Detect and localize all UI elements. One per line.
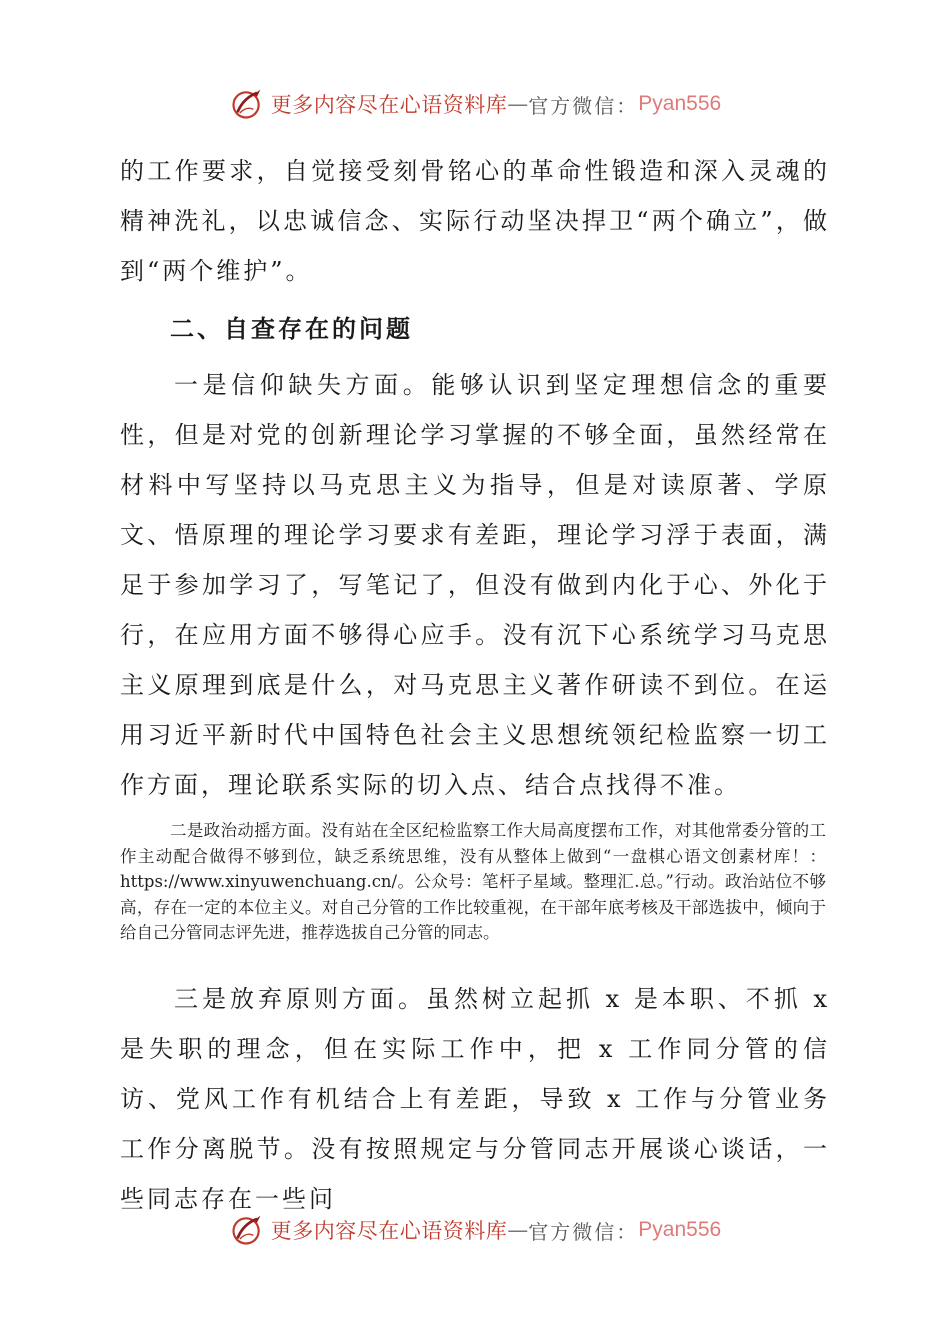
header-banner [0,82,950,126]
banner-brand-text: 更多内容尽在心语资料库 [270,93,508,117]
paragraph-principle: 三是放弃原则方面。虽然树立起抓 x 是本职、不抓 x 是失职的理念，但在实际工作中，把 x 工作同分管的信访、党风工作有机结合上有差距，导致 x 工作与分管业务工作分离脱节。没有按照规定与分管同志开展谈心谈话，一些同志存在一些问 [120,985,830,1213]
banner-official-label: 官方微信： [528,93,639,118]
banner-wechat-id: Pyan556 [638,92,722,115]
banner-dash: — [507,92,529,116]
footer-banner [0,1208,950,1252]
pen-swirl-icon [229,86,265,122]
banner-dash: — [507,1218,529,1242]
banner-wechat-id: Pyan556 [638,1218,722,1241]
banner-brand-text: 更多内容尽在心语资料库 [270,1219,508,1243]
intro-paragraph: 的工作要求，自觉接受刻骨铭心的革命性锻造和深入灵魂的精神洗礼，以忠诚信念、实际行动坚决捍卫“两个确立”，做到“两个维护”。 [120,157,830,285]
paragraph-faith: 一是信仰缺失方面。能够认识到坚定理想信念的重要性，但是对党的创新理论学习掌握的不够全面，虽然经常在材料中写坚持以马克思主义为指导，但是对读原著、学原文、悟原理的理论学习要求有差距，理论学习浮于表面，满足于参加学习了，写笔记了，但没有做到内化于心、外化于行，在应用方面不够得心应手。没有沉下心系统学习马克思主义原理到底是什么，对马克思主义著作研读不到位。在运用习近平新时代中国特色社会主义思想统领纪检监察一切工作方面，理论联系实际的切入点、结合点找得不准。 [120,371,830,799]
banner-official-label: 官方微信： [528,1219,639,1244]
section-heading: 二、自查存在的问题 [170,315,413,343]
paragraph-politics: 二是政治动摇方面。没有站在全区纪检监察工作大局高度摆布工作，对其他常委分管的工作主动配合做得不够到位，缺乏系统思维，没有从整体上做到“一盘棋心语文创素材库！：https://www.xinyuwenchuang.cn/。公众号：笔杆子星域。整理汇.总。”行动。政治站位不够高，存在一定的本位主义。对自己分管的工作比较重视，在干部年底考核及干部选拔中，倾向于给自己分管同志评先进，推荐选拔自己分管的同志。 [120,821,826,942]
pen-swirl-icon [229,1212,265,1248]
